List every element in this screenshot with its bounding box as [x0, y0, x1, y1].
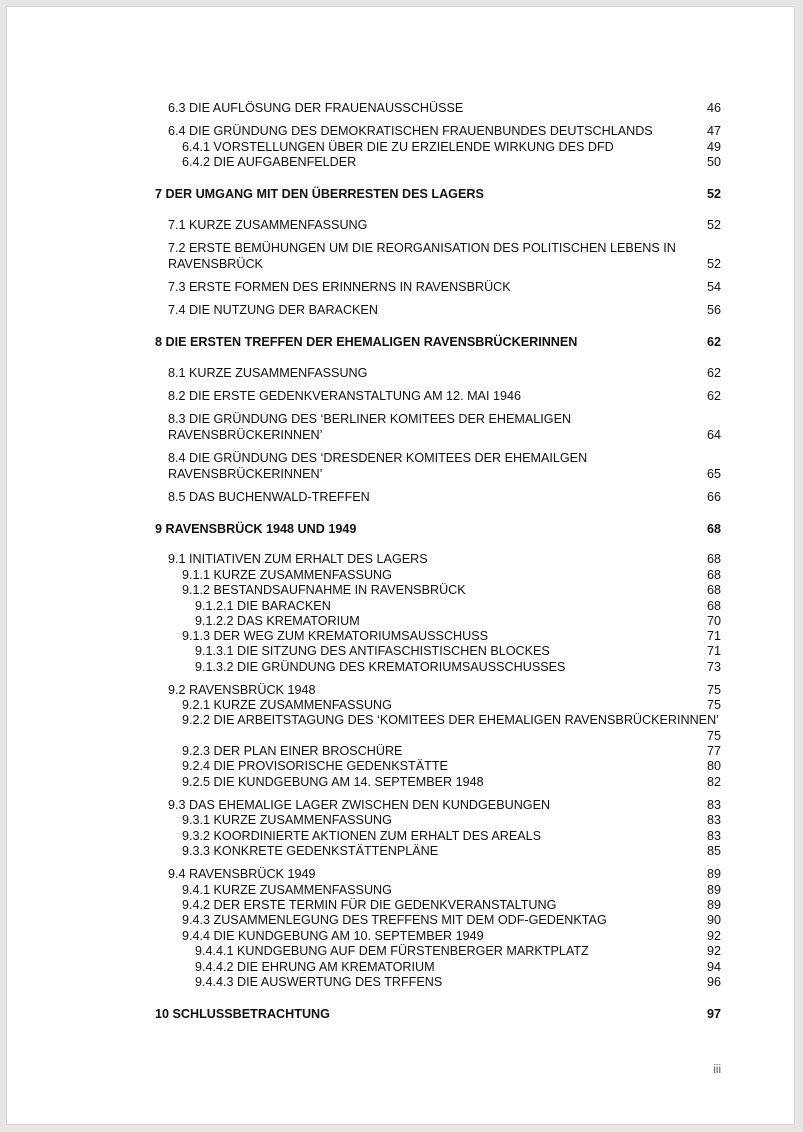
- toc-entry-page: 62: [706, 366, 721, 380]
- toc-entry-page: 89: [706, 867, 721, 881]
- toc-entry-title: 8.3 DIE GRÜNDUNG DES ‘BERLINER KOMITEES DER EHEMALIGEN RAVENSBRÜCKERINNEN’: [168, 412, 572, 442]
- toc-entry-page: 92: [706, 929, 721, 943]
- toc-entry-title: 7.4 DIE NUTZUNG DER BARACKEN: [168, 303, 378, 317]
- toc-entry-page: 68: [706, 568, 721, 582]
- toc-entry-title: 8 DIE ERSTEN TREFFEN DER EHEMALIGEN RAVENSBRÜCKERINNEN: [155, 335, 578, 349]
- toc-entry-title: 6.4 DIE GRÜNDUNG DES DEMOKRATISCHEN FRAUENBUNDES DEUTSCHLANDS: [168, 124, 653, 138]
- toc-entry-page: 68: [706, 552, 721, 566]
- toc-entry-page: 94: [706, 960, 721, 974]
- toc-entry-page: 92: [706, 944, 721, 958]
- toc-entry-page: 71: [706, 629, 721, 643]
- toc-entry-title: 9.1.3.2 DIE GRÜNDUNG DES KREMATORIUMSAUSSCHUSSES: [195, 660, 566, 674]
- toc-entry-page: 80: [706, 759, 721, 773]
- toc-entry-title: 9.4 RAVENSBRÜCK 1949: [168, 867, 316, 881]
- toc-entry-page: 56: [706, 303, 721, 317]
- toc-entry-title: 9.2 RAVENSBRÜCK 1948: [168, 683, 316, 697]
- toc-entry-page: 83: [706, 798, 721, 812]
- toc-entry-page: 47: [706, 124, 721, 138]
- document-page: [6, 6, 795, 1125]
- toc-entry-title: 9.4.1 KURZE ZUSAMMENFASSUNG: [182, 883, 392, 897]
- toc-entry-title: 9.3.2 KOORDINIERTE AKTIONEN ZUM ERHALT DES AREALS: [182, 829, 542, 843]
- toc-entry-title: 9.1.2 BESTANDSAUFNAHME IN RAVENSBRÜCK: [182, 583, 466, 597]
- toc-entry-page: 66: [706, 490, 721, 504]
- toc-entry-title: 9.3.1 KURZE ZUSAMMENFASSUNG: [182, 813, 392, 827]
- toc-entry-title: 8.2 DIE ERSTE GEDENKVERANSTALTUNG AM 12. MAI 1946: [168, 389, 521, 403]
- toc-entry-title: 9.1.3 DER WEG ZUM KREMATORIUMSAUSSCHUSS: [182, 629, 489, 643]
- toc-entry-page: 97: [706, 1007, 721, 1021]
- toc-entry-page: 85: [706, 844, 721, 858]
- toc-entry-page: 46: [706, 101, 721, 115]
- toc-entry-title: 9.1.1 KURZE ZUSAMMENFASSUNG: [182, 568, 392, 582]
- toc-entry-page: 75: [706, 728, 721, 743]
- toc-entry-title: 9.4.3 ZUSAMMENLEGUNG DES TREFFENS MIT DEM ODF-GEDENKTAG: [182, 913, 607, 927]
- toc-entry-page: 68: [706, 522, 721, 536]
- toc-entry-page: 52: [706, 187, 721, 201]
- toc-entry-title: 9.4.4.2 DIE EHRUNG AM KREMATORIUM: [195, 960, 435, 974]
- toc-entry-page: 75: [706, 698, 721, 712]
- toc-entry-page: 54: [706, 280, 721, 294]
- toc-entry-page: 75: [706, 683, 721, 697]
- toc-entry-title: 7.1 KURZE ZUSAMMENFASSUNG: [168, 218, 368, 232]
- toc-entry-page: 90: [706, 913, 721, 927]
- toc-entry-title: 9 RAVENSBRÜCK 1948 UND 1949: [155, 522, 357, 536]
- toc-entry-title: 9.4.2 DER ERSTE TERMIN FÜR DIE GEDENKVERANSTALTUNG: [182, 898, 557, 912]
- toc-entry-page: 70: [706, 614, 721, 628]
- toc-entry-title: 9.1.2.1 DIE BARACKEN: [195, 599, 331, 613]
- toc-entry-title: 9.2.5 DIE KUNDGEBUNG AM 14. SEPTEMBER 1948: [182, 775, 484, 789]
- toc-entry-page: 62: [706, 335, 721, 349]
- toc-entry-title: 9.2.4 DIE PROVISORISCHE GEDENKSTÄTTE: [182, 759, 448, 773]
- toc-entry-page: 50: [706, 155, 721, 169]
- toc-entry-page: 73: [706, 660, 721, 674]
- toc-entry-page: 71: [706, 644, 721, 658]
- toc-entry-title: 9.1 INITIATIVEN ZUM ERHALT DES LAGERS: [168, 552, 428, 566]
- toc-entry-title: 9.3.3 KONKRETE GEDENKSTÄTTENPLÄNE: [182, 844, 439, 858]
- toc-entry-title: 9.1.2.2 DAS KREMATORIUM: [195, 614, 360, 628]
- toc-entry-page: 68: [706, 583, 721, 597]
- toc-entry-title: 9.3 DAS EHEMALIGE LAGER ZWISCHEN DEN KUNDGEBUNGEN: [168, 798, 551, 812]
- toc-entry-title: 7.2 ERSTE BEMÜHUNGEN UM DIE REORGANISATION DES POLITISCHEN LEBENS IN RAVENSBRÜCK: [168, 241, 676, 271]
- toc-entry-page: 82: [706, 775, 721, 789]
- toc-entry-page: 52: [706, 218, 721, 232]
- toc-entry-title: 8.1 KURZE ZUSAMMENFASSUNG: [168, 366, 368, 380]
- toc-entry-title: 7.3 ERSTE FORMEN DES ERINNERNS IN RAVENSBRÜCK: [168, 280, 511, 294]
- toc-entry-page: 83: [706, 813, 721, 827]
- toc-entry-title: 6.3 DIE AUFLÖSUNG DER FRAUENAUSSCHÜSSE: [168, 101, 464, 115]
- toc-entry-page: 62: [706, 389, 721, 403]
- toc-entry-page: 83: [706, 829, 721, 843]
- toc-entry-page: 49: [706, 140, 721, 154]
- toc-entry-title: 10 SCHLUSSBETRACHTUNG: [155, 1007, 330, 1021]
- toc-entry-title: 7 DER UMGANG MIT DEN ÜBERRESTEN DES LAGERS: [155, 187, 484, 201]
- toc-entry-title: 6.4.1 VORSTELLUNGEN ÜBER DIE ZU ERZIELENDE WIRKUNG DES DFD: [182, 140, 614, 154]
- toc-entry-title: 8.4 DIE GRÜNDUNG DES ‘DRESDENER KOMITEES DER EHEMAILGEN RAVENSBRÜCKERINNEN’: [168, 451, 588, 481]
- toc-entry-page: 89: [706, 883, 721, 897]
- toc-entry-page: 89: [706, 898, 721, 912]
- toc-entry-title: 9.1.3.1 DIE SITZUNG DES ANTIFASCHISTISCHEN BLOCKES: [195, 644, 550, 658]
- table-of-contents: [7, 7, 794, 1124]
- toc-entry-title: 9.4.4 DIE KUNDGEBUNG AM 10. SEPTEMBER 1949: [182, 929, 484, 943]
- toc-entry-title: 8.5 DAS BUCHENWALD-TREFFEN: [168, 490, 370, 504]
- toc-entry-page: 77: [706, 744, 721, 758]
- toc-entry-page: 65: [706, 466, 721, 481]
- toc-entry-title: 9.4.4.1 KUNDGEBUNG AUF DEM FÜRSTENBERGER MARKTPLATZ: [195, 944, 589, 958]
- page-number: iii: [713, 1064, 721, 1076]
- toc-entry-title: 9.4.4.3 DIE AUSWERTUNG DES TRFFENS: [195, 975, 443, 989]
- toc-entry-page: 64: [706, 427, 721, 442]
- toc-entry-page: 68: [706, 599, 721, 613]
- toc-entry-page: 52: [706, 256, 721, 271]
- toc-entry-title: 9.2.3 DER PLAN EINER BROSCHÜRE: [182, 744, 403, 758]
- toc-entry-title: 6.4.2 DIE AUFGABENFELDER: [182, 155, 357, 169]
- toc-entry-title: 9.2.1 KURZE ZUSAMMENFASSUNG: [182, 698, 392, 712]
- toc-entry-page: 96: [706, 975, 721, 989]
- toc-entry-title: 9.2.2 DIE ARBEITSTAGUNG DES ‘KOMITEES DER EHEMALIGEN RAVENSBRÜCKERINNEN’: [182, 713, 719, 727]
